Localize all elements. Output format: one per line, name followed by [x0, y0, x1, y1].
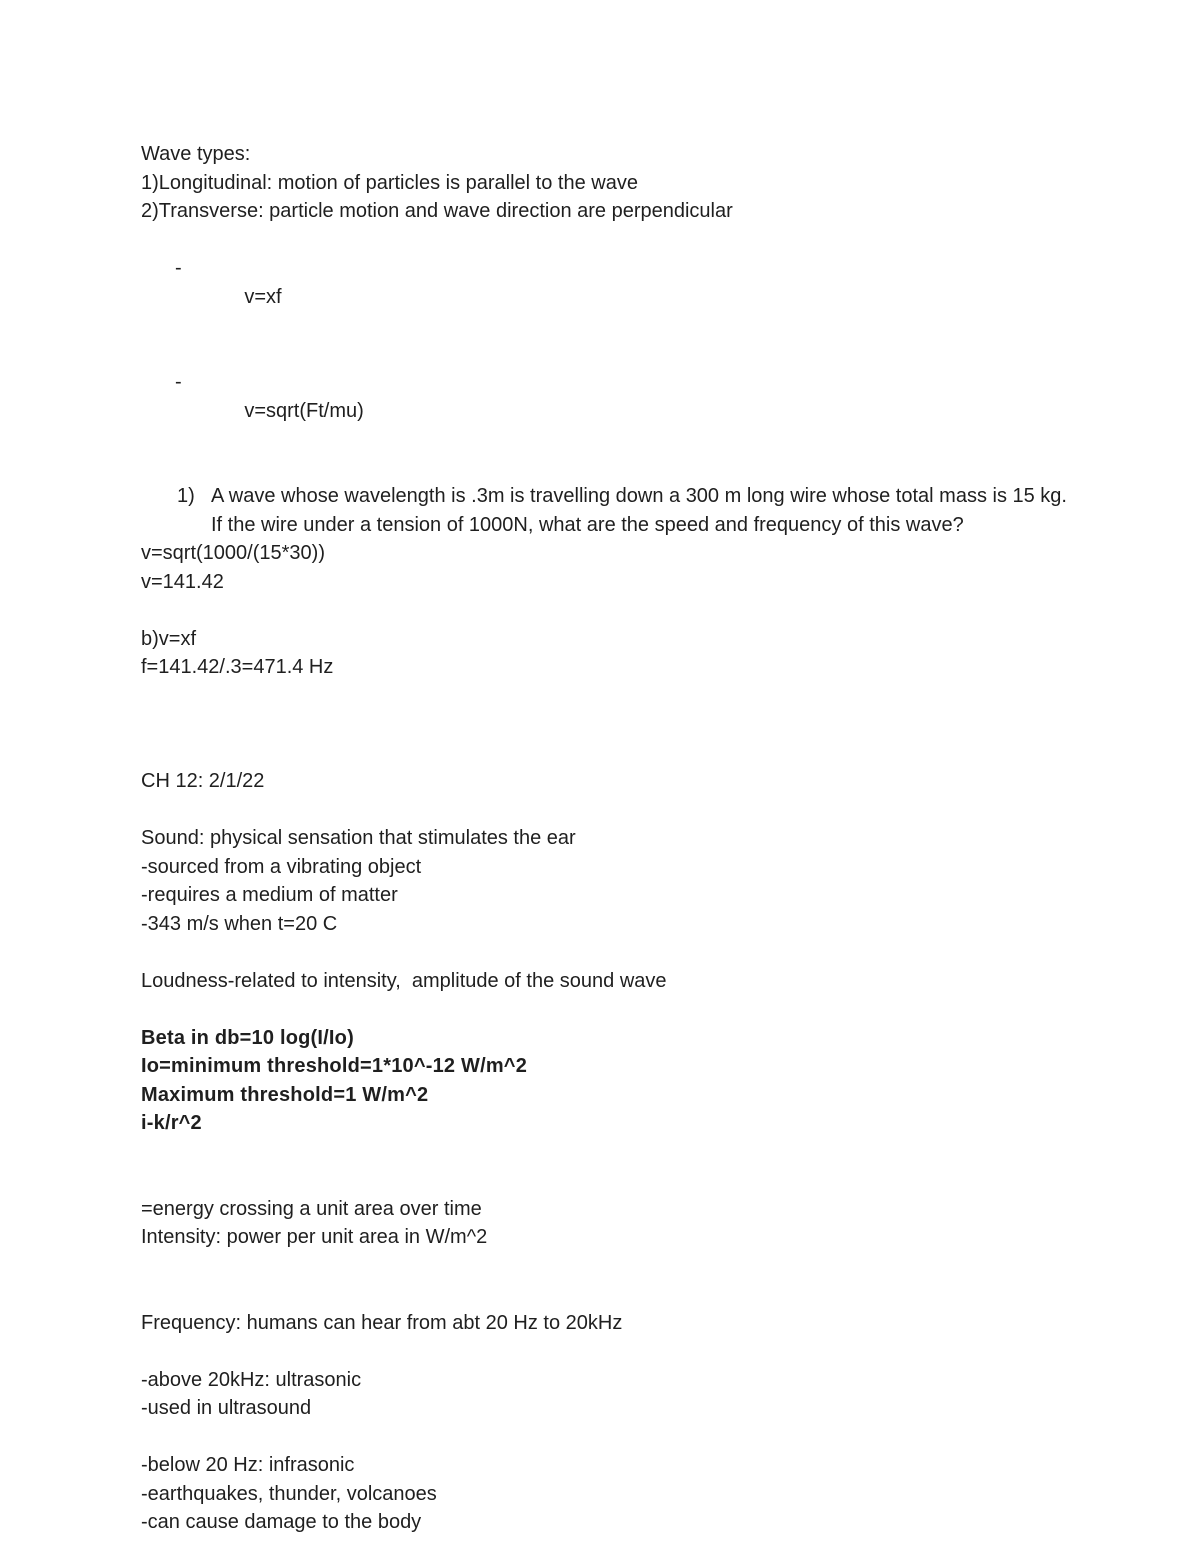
- list-item: [141, 226, 1071, 340]
- sound-line: -sourced from a vibrating object: [141, 855, 422, 878]
- bullet-text: v=xf: [244, 285, 282, 308]
- formula-line: Maximum threshold=1 W/m^2: [141, 1083, 429, 1106]
- infrasonic-line: -below 20 Hz: infrasonic: [141, 1454, 355, 1476]
- solution-line: f=141.42/.3=471.4 Hz: [141, 656, 334, 678]
- formula-line: Io=minimum threshold=1*10^-12 W/m^2: [141, 1055, 528, 1077]
- wave-type-transverse: 2)Transverse: particle motion and wave direction are perpendicular: [141, 200, 733, 222]
- document-body: [141, 140, 1071, 1537]
- energy-line: =energy crossing a unit area over time: [141, 1197, 482, 1220]
- solution-line: b)v=xf: [141, 627, 197, 650]
- spacer: [141, 739, 1071, 768]
- spacer: [141, 938, 1071, 967]
- bullet-marker: -: [175, 371, 182, 393]
- list-item: [141, 340, 1071, 454]
- ultrasonic-line: -above 20kHz: ultrasonic: [141, 1368, 362, 1391]
- spacer: [141, 796, 1071, 825]
- problem-text: A wave whose wavelength is .3m is travelling down a 300 m long wire whose total mass is 15 kg. If the wire under a tension of 1000N, what are the speed and frequency of this wave?: [211, 485, 1067, 536]
- spacer: [141, 454, 1071, 483]
- spacer: [141, 1280, 1071, 1309]
- intensity-line: Intensity: power per unit area in W/m^2: [141, 1226, 488, 1248]
- bullet-marker: -: [175, 257, 182, 279]
- solution-line: v=sqrt(1000/(15*30)): [141, 542, 325, 564]
- frequency-line: Frequency: humans can hear from abt 20 Hz to 20kHz: [141, 1311, 623, 1334]
- spacer: [141, 682, 1071, 711]
- spacer: [141, 1423, 1071, 1452]
- problem-item: [141, 482, 1071, 539]
- infrasonic-line: -can cause damage to the body: [141, 1511, 422, 1533]
- sound-line: -requires a medium of matter: [141, 884, 398, 906]
- spacer: [141, 995, 1071, 1024]
- wave-type-longitudinal: 1)Longitudinal: motion of particles is parallel to the wave: [141, 171, 638, 194]
- infrasonic-line: -earthquakes, thunder, volcanoes: [141, 1482, 437, 1505]
- solution-line: [141, 596, 1071, 625]
- chapter-heading: CH 12: 2/1/22: [141, 770, 265, 792]
- spacer: [141, 1252, 1071, 1281]
- spacer: [141, 1166, 1071, 1195]
- problem-number: 1): [177, 485, 195, 507]
- sound-line: -343 m/s when t=20 C: [141, 912, 338, 935]
- formula-line: Beta in db=10 log(I/Io): [141, 1026, 354, 1049]
- ultrasonic-line: -used in ultrasound: [141, 1397, 312, 1419]
- bullet-text: v=sqrt(Ft/mu): [244, 399, 364, 422]
- sound-line: Sound: physical sensation that stimulates the ear: [141, 827, 576, 849]
- formula-line: i-k/r^2: [141, 1112, 202, 1134]
- spacer: [141, 1337, 1071, 1366]
- loudness-line: Loudness-related to intensity, amplitude of the sound wave: [141, 969, 667, 992]
- wave-types-heading: Wave types:: [141, 143, 251, 165]
- solution-line: v=141.42: [141, 570, 224, 593]
- spacer: [141, 1138, 1071, 1167]
- spacer: [141, 710, 1071, 739]
